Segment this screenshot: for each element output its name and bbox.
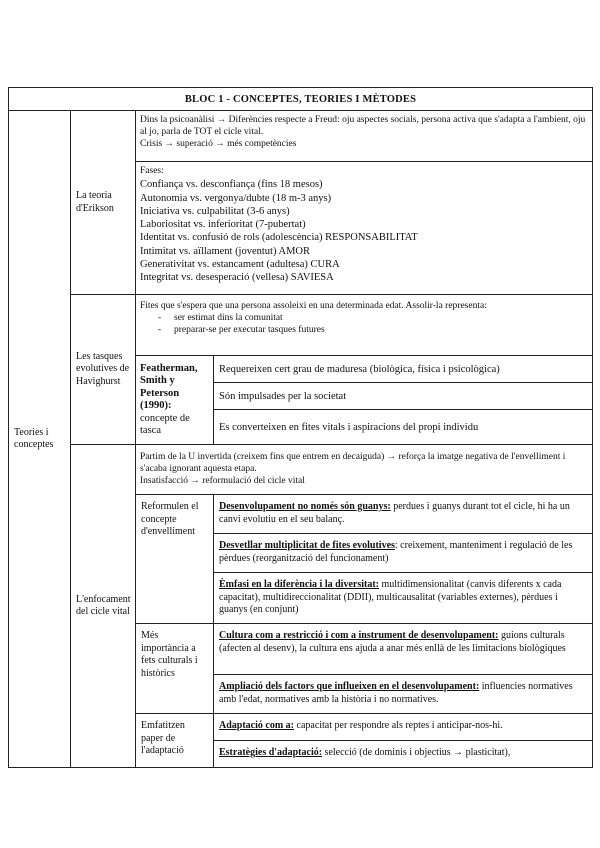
phase-item: Confiança vs. desconfiança (fins 18 mesos) [140,179,323,191]
havighurst-intro-text: Fites que s'espera que una persona assoleixi en una determinada edat. Assolir-la representa: [140,301,487,311]
group-row: Ampliació dels factors que influeixen en el desenvolupament: influencies normatives amb l'edat, normatives amb la història i no normatives. [214,675,593,714]
erikson-intro [136,111,593,162]
erikson-phases [136,162,593,295]
task-trait: Requereixen cert grau de maduresa (biològica, física i psicològica) [214,356,593,383]
group-row: Desenvolupament no només són guanys: perdues i guanys durant tot el cicle, hi ha un canvi evolutiu en el seu balanç. [214,495,593,534]
phase-item: Generativitat vs. estancament (adultesa) CURA [140,259,340,271]
phase-item: Iniciativa vs. culpabilitat (3-6 anys) [140,205,290,217]
erikson-intro-line: Dins la psicoanàlisi → Diferències respecte a Freud: oju aspectes socials, persona activa que s'adapta a l'ambient, oju al jo, parla de TOT el cicle vital. [140,115,586,137]
phases-title: Fases: [140,166,164,176]
featherman-concept: concepte de tasca [140,412,190,436]
lifespan-intro-line: Insatisfacció → reformulació del cicle vital [140,476,305,486]
task-trait: Són impulsades per la societat [214,383,593,410]
phase-item: Integritat vs. desesperació (vellesa) SAVIESA [140,272,334,284]
group-row: Estratègies d'adaptació: selecció (de dominis i objectius → plasticitat), [214,741,593,768]
havighurst-intro [136,295,593,356]
bullet-item: - ser estimat dins la comunitat [158,312,588,324]
group-row: Desvetllar multiplicitat de fites evolutives: creixement, manteniment i regulació de les pèrdues (reorganització del funcionament) [214,534,593,573]
lifespan-label: L'enfocament del cicle vital [71,445,136,768]
summary-table [8,87,593,768]
featherman-cell [136,356,214,445]
group-label: Més importància a fets culturals i històrics [136,624,214,714]
phase-item: Identitat vs. confusió de rols (adolescència) RESPONSABILITAT [140,232,418,244]
group-row: Cultura com a restricció i com a instrument de desenvolupament: guions culturals (afecten al desenv), la cultura ens ajuda a anar més enllà de les limitacions biològiques [214,624,593,675]
group-row: Adaptació com a: capacitat per respondre als reptes i anticipar-nos-hi. [214,714,593,741]
lifespan-intro-line: Partim de la U invertida (creixem fins que entrem en decaiguda) → reforça la imatge negativa de l'envelliment i s'acaba ignorant aquesta etapa. [140,452,566,474]
erikson-intro-line: Crisis → superació → més competències [140,139,297,149]
phase-item: Intimitat vs. aïllament (joventut) AMOR [140,245,311,257]
havighurst-label: Les tasques evolutives de Havighurst [71,295,136,445]
group-row: Èmfasi en la diferència i la diversitat: multidimensionalitat (canvis diferents x cada capacitat), multidireccionalitat (DDII), multicausalitat (variables externes), pèrdues i guanys (en conjunt) [214,573,593,624]
table-title: BLOC 1 - CONCEPTES, TEORIES I MÈTODES [9,88,593,111]
havighurst-bullets [140,312,588,336]
group-label: Reformulen el concepte d'envelliment [136,495,214,624]
group-label: Emfatitzen paper de l'adaptació [136,714,214,768]
bullet-item: - preparar-se per executar tasques futures [158,324,588,336]
section-label: Teories i conceptes [9,111,71,768]
lifespan-intro [136,445,593,495]
featherman-authors: Featherman, Smith y Peterson (1990): [140,362,198,411]
erikson-label: La teoria d'Erikson [71,111,136,295]
phase-item: Laboriositat vs. inferioritat (7-pubertat) [140,219,306,231]
document-page [8,87,593,768]
phase-item: Autonomia vs. vergonya/dubte (18 m-3 anys) [140,192,332,204]
task-trait: Es converteixen en fites vitals i aspiracions del propi individu [214,410,593,445]
